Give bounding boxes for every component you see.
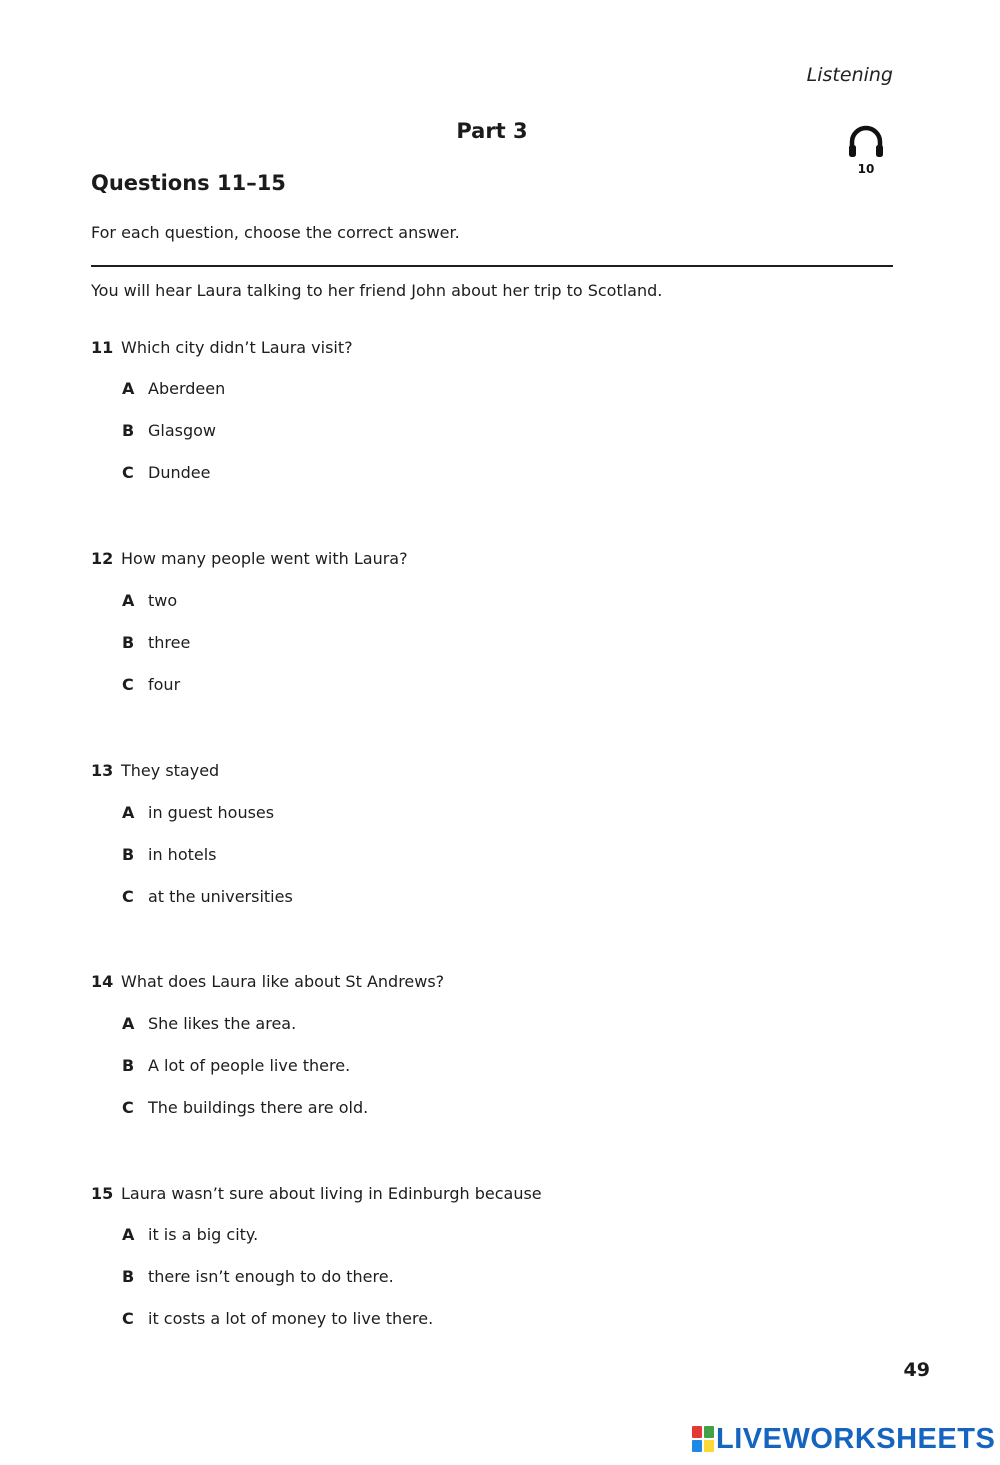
- option-text: She likes the area.: [148, 1014, 297, 1033]
- logo-square: [704, 1440, 714, 1452]
- option-text: Dundee: [148, 463, 211, 482]
- option-text: there isn’t enough to do there.: [148, 1267, 394, 1286]
- context-text: You will hear Laura talking to her friend John about her trip to Scotland.: [91, 281, 663, 300]
- option-text: The buildings there are old.: [148, 1098, 369, 1117]
- question-stem: [91, 338, 353, 357]
- question-stem: [91, 761, 219, 780]
- option-a[interactable]: [122, 1225, 258, 1244]
- question-text: What does Laura like about St Andrews?: [121, 972, 445, 991]
- option-text: it is a big city.: [148, 1225, 259, 1244]
- page-number: 49: [903, 1359, 930, 1381]
- question-stem: [91, 972, 444, 991]
- option-c[interactable]: [122, 1098, 368, 1117]
- instruction-text: For each question, choose the correct answer.: [91, 223, 460, 242]
- question-number: 14: [91, 972, 114, 991]
- option-a[interactable]: [122, 379, 225, 398]
- option-letter: C: [122, 1098, 134, 1117]
- option-text: in guest houses: [148, 803, 275, 822]
- option-b[interactable]: [122, 1267, 394, 1286]
- option-b[interactable]: [122, 845, 217, 864]
- option-text: two: [148, 591, 178, 610]
- brand-name: LIVEWORKSHEETS: [716, 1422, 996, 1455]
- question-number: 12: [91, 549, 114, 568]
- question-text: Laura wasn’t sure about living in Edinburgh because: [121, 1184, 542, 1203]
- option-c[interactable]: [122, 887, 293, 906]
- liveworksheets-icon: [692, 1426, 714, 1452]
- option-letter: A: [122, 1014, 135, 1033]
- option-c[interactable]: [122, 675, 180, 694]
- option-a[interactable]: [122, 803, 274, 822]
- option-letter: C: [122, 675, 134, 694]
- question-text: They stayed: [121, 761, 220, 780]
- option-letter: B: [122, 1056, 135, 1075]
- option-letter: B: [122, 845, 135, 864]
- section-label: Listening: [806, 64, 893, 86]
- question-number: 13: [91, 761, 114, 780]
- option-b[interactable]: [122, 1056, 350, 1075]
- audio-track-number: 10: [857, 162, 875, 176]
- option-c[interactable]: [122, 1309, 433, 1328]
- question-number: 11: [91, 338, 114, 357]
- questions-title: Questions 11–15: [91, 171, 286, 195]
- option-text: it costs a lot of money to live there.: [148, 1309, 434, 1328]
- question-text: How many people went with Laura?: [121, 549, 408, 568]
- option-text: four: [148, 675, 181, 694]
- logo-square: [704, 1426, 714, 1438]
- option-letter: A: [122, 591, 135, 610]
- option-text: Glasgow: [148, 421, 217, 440]
- question-number: 15: [91, 1184, 114, 1203]
- question-text: Which city didn’t Laura visit?: [121, 338, 353, 357]
- option-letter: C: [122, 887, 134, 906]
- option-letter: B: [122, 421, 135, 440]
- option-text: at the universities: [148, 887, 293, 906]
- question-stem: [91, 1184, 542, 1203]
- part-title: Part 3: [456, 119, 528, 143]
- option-letter: A: [122, 803, 135, 822]
- logo-square: [692, 1440, 702, 1452]
- option-a[interactable]: [122, 591, 177, 610]
- option-letter: C: [122, 463, 134, 482]
- option-b[interactable]: [122, 421, 216, 440]
- logo-square: [692, 1426, 702, 1438]
- liveworksheets-logo[interactable]: [692, 1421, 995, 1457]
- option-letter: A: [122, 1225, 135, 1244]
- option-letter: C: [122, 1309, 134, 1328]
- question-stem: [91, 549, 408, 568]
- option-letter: A: [122, 379, 135, 398]
- option-c[interactable]: [122, 463, 210, 482]
- option-text: in hotels: [148, 845, 217, 864]
- option-a[interactable]: [122, 1014, 296, 1033]
- audio-track-indicator[interactable]: [846, 124, 886, 180]
- option-text: three: [148, 633, 191, 652]
- headphones-icon: [846, 124, 886, 162]
- option-b[interactable]: [122, 633, 190, 652]
- option-letter: B: [122, 633, 135, 652]
- option-text: Aberdeen: [148, 379, 226, 398]
- option-letter: B: [122, 1267, 135, 1286]
- divider: [91, 265, 893, 267]
- option-text: A lot of people live there.: [148, 1056, 351, 1075]
